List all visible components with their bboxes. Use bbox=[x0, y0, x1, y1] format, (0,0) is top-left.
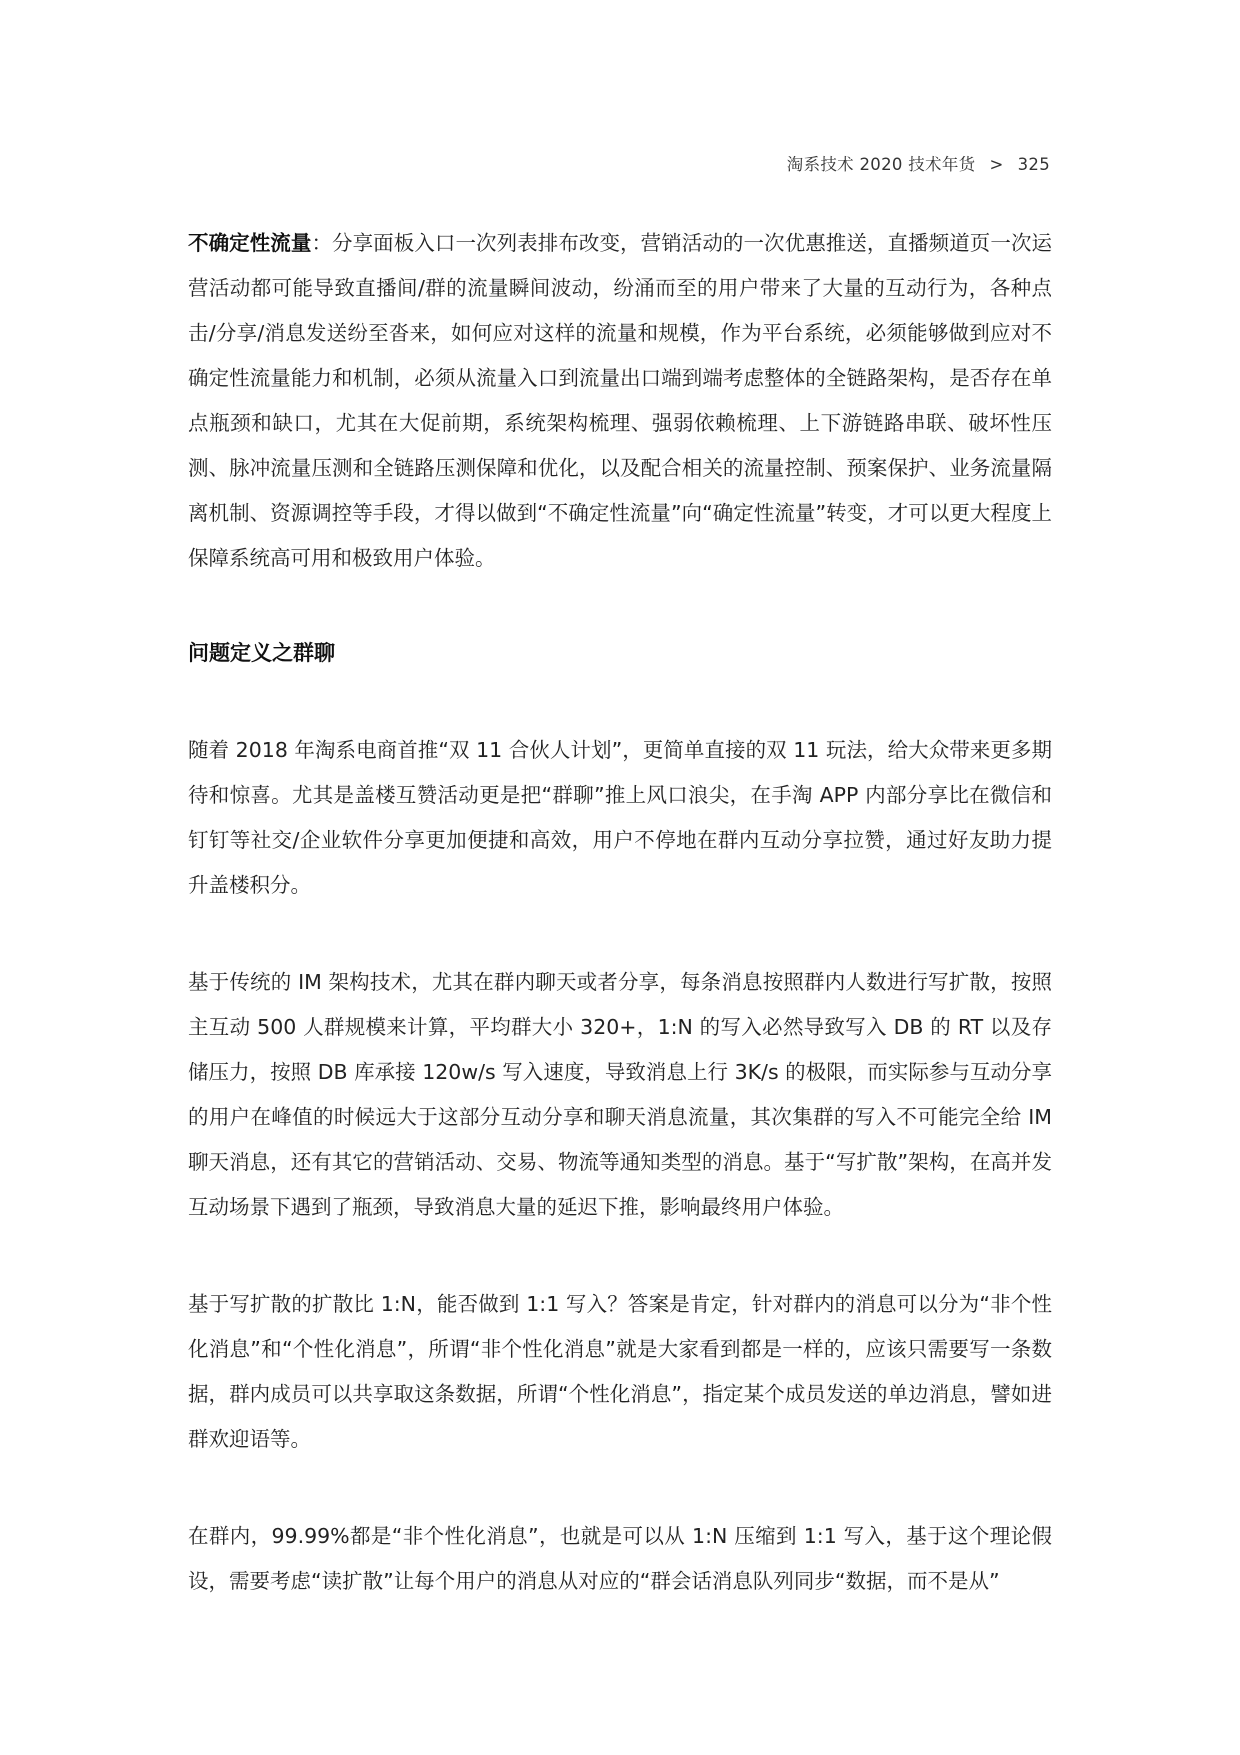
page-content bbox=[188, 221, 1052, 1604]
paragraph-write-ratio: 基于写扩散的扩散比 1:N，能否做到 1:1 写入？答案是肯定，针对群内的消息可以分为“非个性化消息”和“个性化消息”，所谓“非个性化消息”就是大家看到都是一样的，应该只需要写一条数据，群内成员可以共享取这条数据，所谓“个性化消息”，指定某个成员发送的单边消息，譬如进群欢迎语等。 bbox=[188, 1292, 1052, 1451]
book-title: 淘系技术 2020 技术年货 bbox=[786, 155, 976, 174]
page-header bbox=[787, 151, 1050, 175]
section-title: 问题定义之群聊 bbox=[188, 641, 335, 665]
paragraph-lead-term: 不确定性流量 bbox=[188, 231, 312, 255]
paragraph-im-architecture: 基于传统的 IM 架构技术，尤其在群内聊天或者分享，每条消息按照群内人数进行写扩散，按照主互动 500 人群规模来计算，平均群大小 320+，1:N 的写入必然导致写入 DB 的 RT 以及存储压力，按照 DB 库承接 120w/s 写入速度，导致消息上行 3K/s 的极限，而实际参与互动分享的用户在峰值的时候远大于这部分互动分享和聊天消息流量，其次集群的写入不可能完全给 IM 聊天消息，还有其它的营销活动、交易、物流等通知类型的消息。基于“写扩散”架构，在高并发互动场景下遇到了瓶颈，导致消息大量的延迟下推，影响最终用户体验。 bbox=[188, 970, 1052, 1219]
page-number: 325 bbox=[1017, 155, 1050, 174]
paragraph-double11: 随着 2018 年淘系电商首推“双 11 合伙人计划”，更简单直接的双 11 玩法，给大众带来更多期待和惊喜。尤其是盖楼互赞活动更是把“群聊”推上风口浪尖，在手淘 APP 内部分享比在微信和钉钉等社交/企业软件分享更加便捷和高效，用户不停地在群内互动分享拉赞，通过好友助力提升盖楼积分。 bbox=[188, 738, 1052, 897]
paragraph-uncertain-traffic bbox=[188, 221, 1052, 581]
paragraph-read-diffusion: 在群内，99.99%都是“非个性化消息”，也就是可以从 1:N 压缩到 1:1 写入，基于这个理论假设，需要考虑“读扩散”让每个用户的消息从对应的“群会话消息队列同步“数据，而不是从” bbox=[188, 1524, 1052, 1593]
header-separator: > bbox=[989, 155, 1004, 174]
paragraph-body: ：分享面板入口一次列表排布改变，营销活动的一次优惠推送，直播频道页一次运营活动都可能导致直播间/群的流量瞬间波动，纷涌而至的用户带来了大量的互动行为，各种点击/分享/消息发送纷至沓来，如何应对这样的流量和规模，作为平台系统，必须能够做到应对不确定性流量能力和机制，必须从流量入口到流量出口端到端考虑整体的全链路架构，是否存在单点瓶颈和缺口，尤其在大促前期，系统架构梳理、强弱依赖梳理、上下游链路串联、破坏性压测、脉冲流量压测和全链路压测保障和优化，以及配合相关的流量控制、预案保护、业务流量隔离机制、资源调控等手段，才得以做到“不确定性流量”向“确定性流量”转变，才可以更大程度上保障系统高可用和极致用户体验。 bbox=[188, 231, 1053, 570]
